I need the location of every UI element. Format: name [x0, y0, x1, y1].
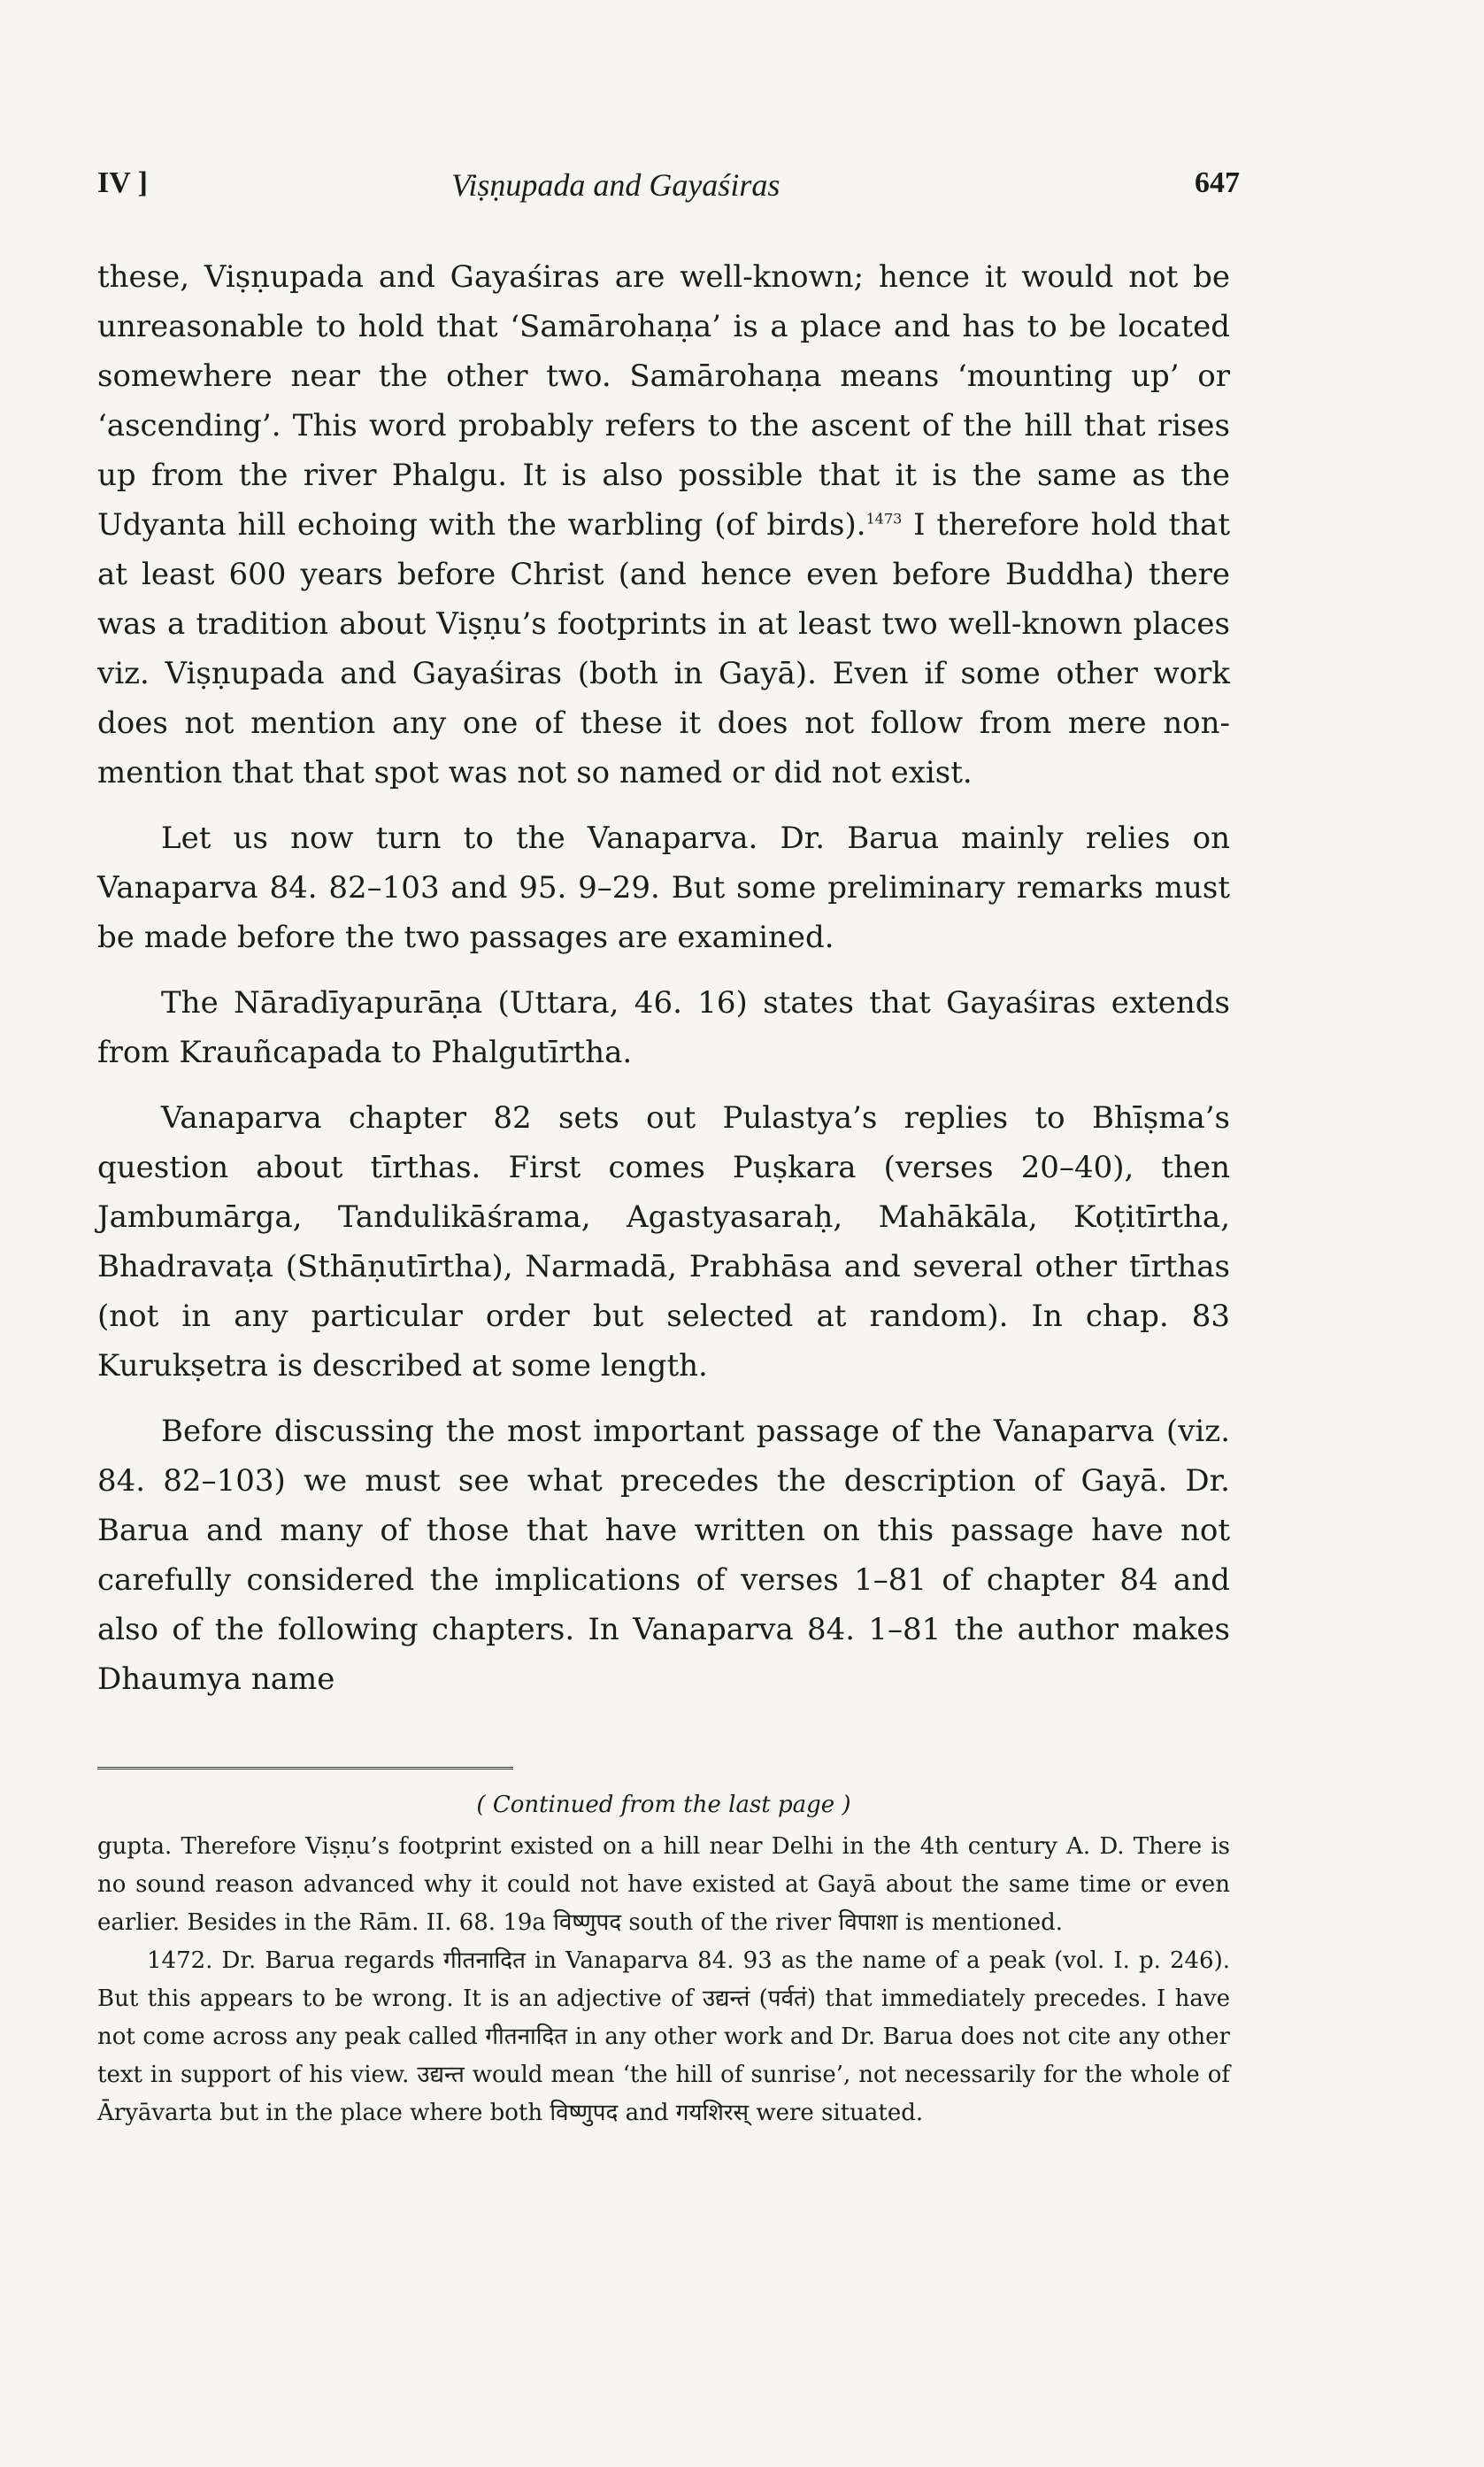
paragraph-3: The Nāradīyapurāṇa (Uttara, 46. 16) states that Gayaśiras extends from Krauñcapada to Phalgutīrtha. — [97, 985, 1230, 1070]
footnote-separator — [97, 1767, 513, 1769]
footnote-continued-text: gupta. Therefore Viṣṇu’s footprint existed on a hill near Delhi in the 4th century A. D. There is no sound reason advanced why it could not have existed at Gayā about the same time or even earlier. Besides in the Rām. II. 68. 19a विष्णुपद south of the river विपाशा is mentioned. — [97, 1833, 1230, 1936]
running-title: Viṣṇupada and Gayaśiras — [451, 167, 780, 203]
footnotes — [97, 1786, 1230, 2132]
paragraph-2: Let us now turn to the Vanaparva. Dr. Barua mainly relies on Vanaparva 84. 82–103 and 95. 9–29. But some preliminary remarks must be made before the two passages are examined. — [97, 821, 1230, 955]
footnote-1472: 1472. Dr. Barua regards गीतनादित in Vanaparva 84. 93 as the name of a peak (vol. I. p. 246). But this appears to be wrong. It is an adjective of उद्यन्तं (पर्वतं) that immediately precedes. I have not come across any peak called गीतनादित in any other work and Dr. Barua does not cite any other text in support of his view. उद्यन्त would mean ‘the hill of sunrise’, not necessarily for the whole of Āryāvarta but in the place where both विष्णुपद and गयशिरस् were situated. — [97, 1947, 1230, 2126]
running-header — [97, 166, 1248, 220]
footnote-ref-1473: 1473 — [865, 510, 903, 528]
paragraph-1: these, Viṣṇupada and Gayaśiras are well-known; hence it would not be unreasonable to hold that ‘Samārohaṇa’ is a place and has to be located somewhere near the other two. Samārohaṇa means ‘mounting up’ or ‘ascending’. This word probably refers to the ascent of the hill that rises up from the river Phalgu. It is also possible that it is the same as the Udyanta hill echoing with the warbling (of birds).$^{1473}$ I therefore hold that at least 600 years before Christ (and hence even before Buddha) there was a tradition about Viṣṇu’s footprints in at least two well-known places viz. Viṣṇupada and Gayaśiras (both in Gayā). Even if some other work does not mention any one of these it does not follow from mere non-mention that that spot was not so named or did not exist. — [97, 259, 1230, 790]
page-number: 647 — [1195, 166, 1240, 199]
chapter-marker: IV ] — [97, 166, 148, 199]
paragraph-4: Vanaparva chapter 82 sets out Pulastya’s replies to Bhīṣma’s question about tīrthas. First comes Puṣkara (verses 20–40), then Jambumārga, Tandulikāśrama, Agastyasaraḥ, Mahākāla, Koṭitīrtha, Bhadravaṭa (Sthāṇutīrtha), Narmadā, Prabhāsa and several other tīrthas (not in any particular order but selected at random). In chap. 83 Kurukṣetra is described at some length. — [97, 1100, 1230, 1384]
paragraph-5: Before discussing the most important passage of the Vanaparva (viz. 84. 82–103) we must see what precedes the description of Gayā. Dr. Barua and many of those that have written on this passage have not carefully considered the implications of verses 1–81 of chapter 84 and also of the following chapters. In Vanaparva 84. 1–81 the author makes Dhaumya name — [97, 1414, 1230, 1697]
footnote-continued-label: ( Continued from the last page ) — [476, 1792, 851, 1818]
main-text — [97, 252, 1230, 1720]
